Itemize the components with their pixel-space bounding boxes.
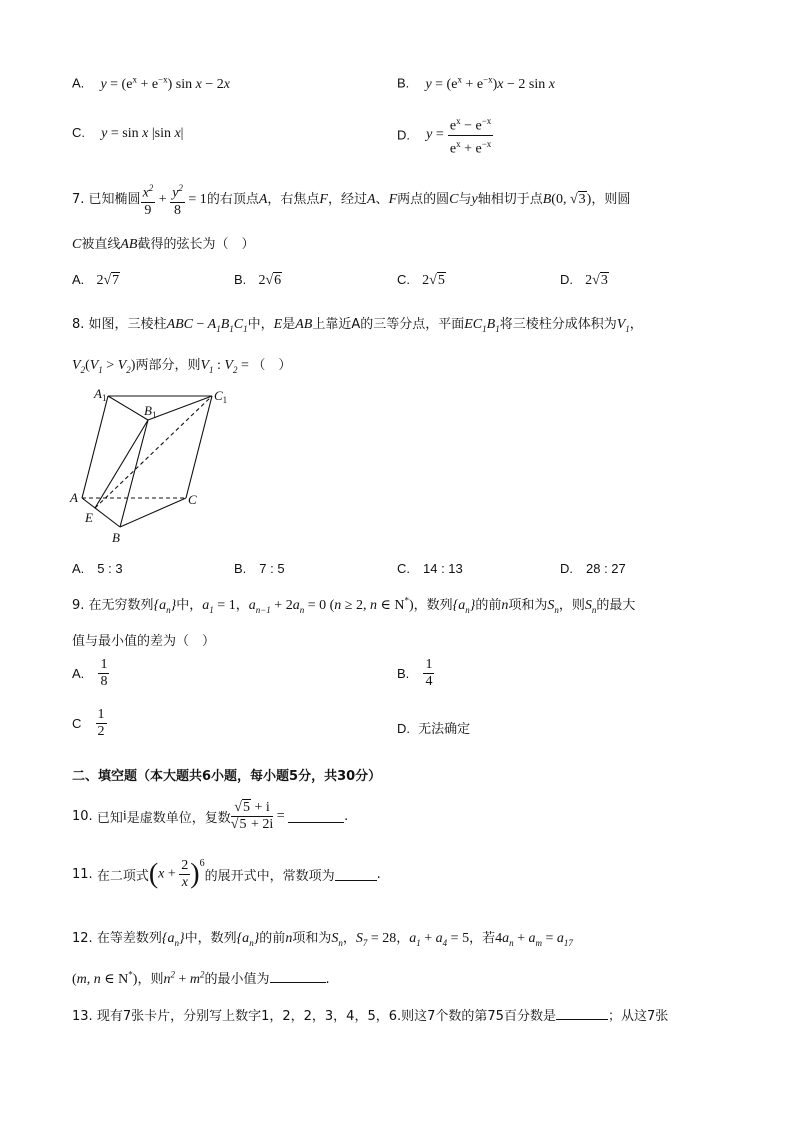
question-8-line-2: $V_2(V_1 > V_2)$两部分，则$V_1$ : $V_2$ = （ ） [72,358,292,375]
q7-option-a: A. 2√7 [72,272,120,288]
coefficient: 2 [96,273,104,288]
q7-option-d: D. 2√3 [560,272,608,288]
question-number: 12. [72,931,93,946]
question-text: 在二项式 [96,869,149,884]
option-label: A. [72,666,85,681]
q6-option-a [72,74,230,93]
label-subscript: 1 [101,393,107,403]
question-text: 中， [247,317,274,332]
question-text: 中，数列 [184,931,237,946]
question-12-line-1: 12. 在等差数列$\{a_n\}$中，数列$\{a_n\}$的前n项和为$S_n$，$S_7 = 28$，$a_1 + a_4 = 5$，若$4a_n + a_m = a_{17}$ [72,931,573,948]
question-text: 两部分，则 [135,358,201,373]
q6-option-c [72,125,183,142]
option-text: 无法确定 [418,722,471,737]
question-text: （ ） [252,358,292,373]
question-8-line-1: 8. 如图，三棱柱ABC − $A_1B_1C_1$中，E是AB上靠近A的三等分点，平面$EC_1B_1$将三棱柱分成体积为$V_1$， [72,317,643,334]
answer-blank[interactable] [556,1007,608,1020]
q6-option-b [397,74,555,93]
math-expression: $y = (e^x + e^{-x})$ sin x − 2x [100,74,230,92]
math-expression: $y = (e^x + e^{-x})x - 2$ sin x [425,74,555,92]
question-text: 截得的弦长为（ ） [137,237,255,252]
option-label: A. [72,272,85,287]
edge-A1-B1 [108,396,148,420]
q8-option-a: A. 5 : 3 [72,561,123,576]
question-text: 是虚数单位，复数 [126,811,231,826]
label-B1: $B_1$ [144,403,157,420]
question-text: 的最大 [596,598,636,613]
question-text: ，则 [137,972,164,987]
q8-option-c: C. 14 : 13 [397,561,463,576]
question-10: 10. 已知i是虚数单位，复数 $\frac{√5 + i}{√5 + 2i}$ = . [72,800,349,832]
question-text: ，若 [469,931,496,946]
label-A: A [70,490,78,505]
label-C1: $C_1$ [214,388,228,405]
label-C: C [188,492,197,507]
answer-blank[interactable] [270,970,326,983]
question-text: 现有7张卡片，分别写上数字1，2，2，3，4，5，6.则这7个数的第75百分数是 [96,1009,556,1024]
question-text: 是 [282,317,296,332]
question-13 [72,1005,668,1024]
question-number: 9. [72,598,85,613]
question-text: 轴相切于点 [477,191,543,207]
question-7-line-1: 7. 已知椭圆 $\frac{x^2}{9}$ + $\frac{y^2}{8}$ = 1的右顶点A，右焦点F，经过A、F两点的圆C与y轴相切于点B(0, √3)，则圆 [72,180,630,219]
option-label: D. [560,272,573,287]
edge-B-C [120,498,186,527]
label-subscript: 1 [151,410,157,420]
prism-figure [68,382,238,547]
option-label: C. [397,272,410,287]
math-fraction: $\frac{2}{x}$ [181,858,189,890]
label-A1: $A_1$ [94,386,107,403]
question-number: 13. [72,1009,93,1024]
option-label: D. [397,721,410,736]
math-expression: y = sin x |sin x| [101,126,184,141]
question-text: 的右顶点 [206,191,259,207]
question-number: 7. [72,191,85,207]
question-text: 被直线 [81,237,121,252]
question-12-line-2: (m, n ∈ N*)，则$n^2 + m^2$的最小值为 . [72,969,330,987]
question-7-line-2: C被直线AB截得的弦长为（ ） [72,237,255,252]
q8-option-b: B. 7 : 5 [234,561,285,576]
question-text: 已知椭圆 [88,191,141,207]
question-text: 的前 [475,598,502,613]
coefficient: 2 [585,273,593,288]
question-text: 的最小值为 [204,972,270,987]
math-fraction: $\frac{√5 + i}{√5 + 2i}$ [230,800,274,832]
question-text: 如图，三棱柱 [88,317,167,332]
question-text: 在等差数列 [96,931,162,946]
question-text: ，右焦点 [267,191,320,207]
label-E: E [85,510,93,525]
math-fraction: $\frac{x^2}{9}$ [141,180,156,219]
option-label: C [72,716,82,731]
question-text: 中， [176,598,203,613]
question-text: 上靠近A的三等分点，平面 [312,317,465,332]
option-label: C. [72,125,85,140]
math-fraction: $\frac{e^x - e^{-x}}{e^x + e^{-x}}$ [448,113,493,157]
coefficient: 2 [258,273,266,288]
label-subscript: 1 [222,395,228,405]
q9-option-c [72,707,107,740]
math-fraction: $\frac{1}{4}$ [425,657,433,689]
question-text: 项和为 [508,598,548,613]
question-text: ，数列 [413,598,453,613]
question-text: ，则圆 [591,191,631,207]
q9-option-b [397,657,434,690]
radicand: 3 [600,273,608,288]
question-9-line-1: 9. 在无穷数列$\{a_n\}$中，$a_1 = 1$，$a_{n-1} + 2a_n = 0$ (n ≥ 2, n ∈ N*)，数列$\{a_n\}$的前n项和为$S_n$，则$S_n$的最大 [72,595,636,615]
answer-blank[interactable] [288,810,344,823]
edge-B-B1 [120,420,148,527]
answer-blank[interactable] [335,868,377,881]
section-heading: 二、填空题（本大题共6小题，每小题5分，共30分） [72,769,382,784]
radicand: 5 [437,273,445,288]
question-text: 值与最小值的差为（ ） [72,634,216,649]
math-fraction: $\frac{y^2}{8}$ [170,180,185,219]
option-label: B. [234,272,247,287]
q9-option-d [397,718,470,737]
coefficient: 2 [422,273,430,288]
question-text: 与 [458,191,472,207]
radicand: 7 [112,273,120,288]
question-text: ；从这7张 [607,1009,669,1024]
question-text: . [325,972,330,987]
q7-option-c: C. 2√5 [397,272,445,288]
question-9-line-2 [72,630,215,649]
question-text: . [376,867,381,882]
math-fraction: $\frac{1}{2}$ [97,707,105,739]
question-11: 11. 在二项式(x + $\frac{2}{x}$ )$^6$的展开式中，常数项为 . [72,858,381,890]
edge-B1-C1 [148,396,212,420]
edge-C-C1 [186,396,212,498]
q9-option-a [72,657,109,690]
q6-option-d [397,113,493,157]
question-text: 的展开式中，常数项为 [204,869,335,884]
label-B: B [112,530,120,545]
option-label: A. [72,75,85,91]
question-number: 10. [72,809,93,824]
q7-option-b: B. 2√6 [234,272,282,288]
edge-A-A1 [82,396,108,498]
edge-E-B1 [95,420,148,508]
option-label: D. [397,127,410,143]
math-expression: y = [426,127,444,143]
question-text: 项和为 [292,931,332,946]
option-label: B. [397,666,410,681]
question-text: ，经过 [327,191,367,207]
question-text: 在无穷数列 [88,598,154,613]
question-text: 两点的圆 [397,191,450,207]
question-number: 11. [72,867,93,882]
math-fraction: $\frac{1}{8}$ [100,657,108,689]
question-text: 已知 [96,811,123,826]
question-number: 8. [72,317,85,332]
question-text: 的前 [259,931,286,946]
radicand: 6 [274,273,282,288]
q8-option-d: D. 28 : 27 [560,561,626,576]
question-text: . [344,809,349,824]
question-text: ，则 [558,598,585,613]
option-label: B. [397,75,410,91]
question-text: 将三棱柱分成体积为 [499,317,617,332]
